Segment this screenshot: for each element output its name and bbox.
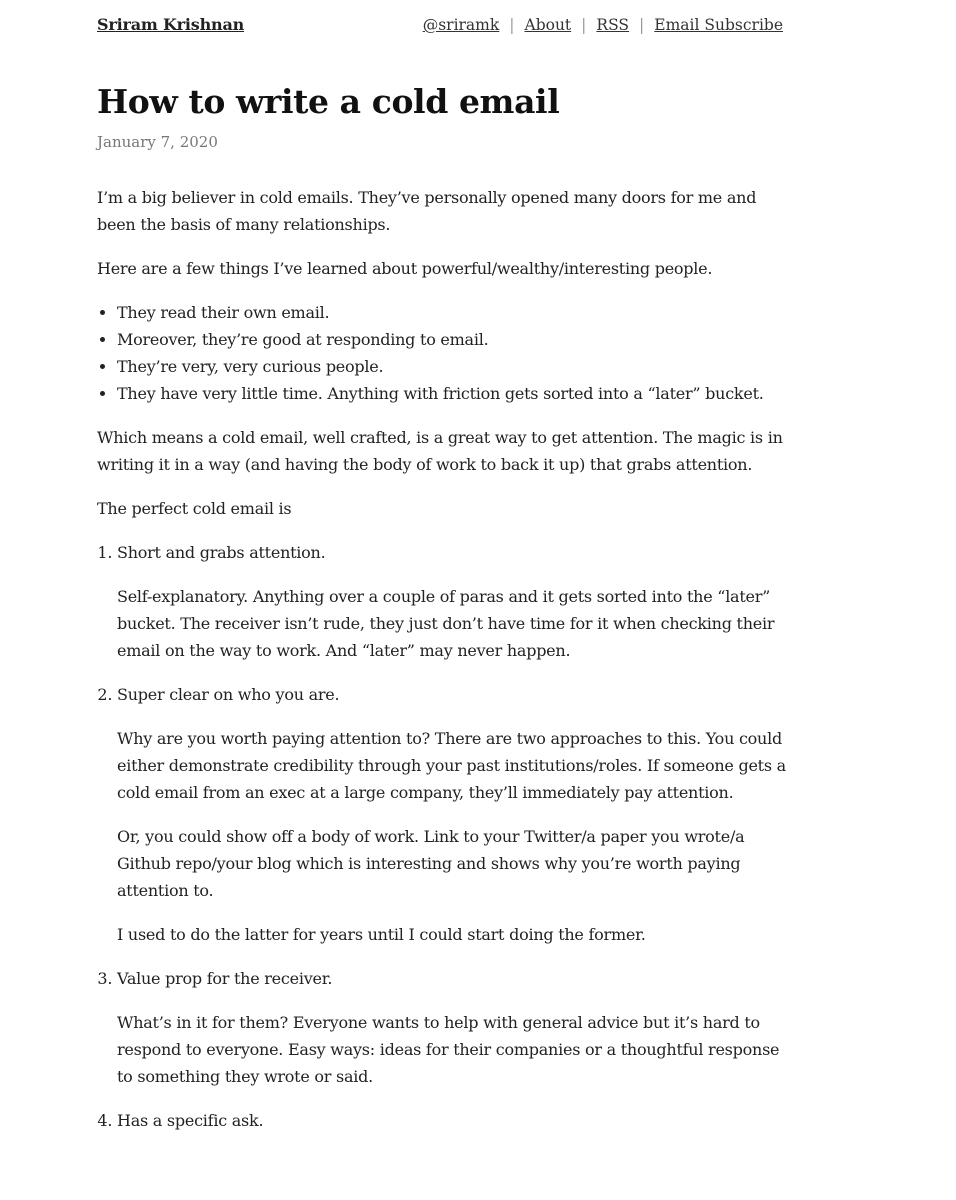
bullet-item: • They read their own email. (117, 299, 787, 326)
nav-separator: | (581, 16, 587, 34)
numbered-item-paragraph: Self-explanatory. Anything over a couple of paras and it gets sorted into the “later” bucket. The receiver isn’t rude, they just don’t have time for it when checking their email on the way to work. And “later” may never happen. (117, 587, 775, 660)
paragraph: I’m a big believer in cold emails. They’ve personally opened many doors for me and been the basis of many relationships. (97, 188, 757, 234)
numbered-list (97, 539, 787, 1134)
numbered-item-paragraph: Why are you worth paying attention to? There are two approaches to this. You could either demonstrate credibility through your past institutions/roles. If someone gets a cold email from an exec at a large company, they’ll immediately pay attention. (117, 729, 786, 802)
numbered-item-paragraph: I used to do the latter for years until I could start doing the former. (117, 925, 646, 944)
paragraph: The perfect cold email is (97, 499, 292, 518)
nav-link-rss[interactable]: RSS (596, 16, 630, 34)
numbered-item (117, 1107, 787, 1134)
nav-link-email-subscribe[interactable]: Email Subscribe (654, 16, 783, 34)
numbered-item-title: 1. Short and grabs attention. (117, 543, 326, 562)
nav-link-twitter[interactable]: @sriramk (422, 16, 500, 34)
numbered-item-title: 2. Super clear on who you are. (117, 685, 340, 704)
post-title: How to write a cold email (97, 82, 560, 121)
site-title-link[interactable]: Sriram Krishnan (97, 15, 245, 34)
numbered-item (117, 681, 787, 948)
content-container (97, 0, 787, 1130)
bullet-item: • They’re very, very curious people. (117, 353, 787, 380)
paragraph: Which means a cold email, well crafted, is a great way to get attention. The magic is in writing it in a way (and having the body of work to back it up) that grabs attention. (97, 428, 783, 474)
bullet-item: • They have very little time. Anything with friction gets sorted into a “later” bucket. (117, 380, 787, 407)
post-date: January 7, 2020 (97, 133, 218, 151)
numbered-item (117, 965, 787, 1090)
site-header (97, 0, 787, 60)
numbered-item-paragraph: What’s in it for them? Everyone wants to help with general advice but it’s hard to respond to everyone. Easy ways: ideas for their companies or a thoughtful response to something they wrote or said. (117, 1013, 780, 1086)
bullet-list (97, 299, 787, 407)
nav-link-about[interactable]: About (524, 16, 572, 34)
site-nav (423, 16, 783, 34)
nav-separator: | (639, 16, 645, 34)
post-body (97, 184, 787, 1151)
numbered-item (117, 539, 787, 664)
numbered-item-title: 3. Value prop for the receiver. (117, 969, 333, 988)
numbered-item-paragraph: Or, you could show off a body of work. Link to your Twitter/a paper you wrote/a Github repo/your blog which is interesting and shows why you’re worth paying attention to. (117, 827, 745, 900)
bullet-item: • Moreover, they’re good at responding to email. (117, 326, 787, 353)
nav-separator: | (509, 16, 515, 34)
paragraph: Here are a few things I’ve learned about powerful/wealthy/interesting people. (97, 259, 713, 278)
numbered-item-title: 4. Has a specific ask. (117, 1111, 264, 1130)
